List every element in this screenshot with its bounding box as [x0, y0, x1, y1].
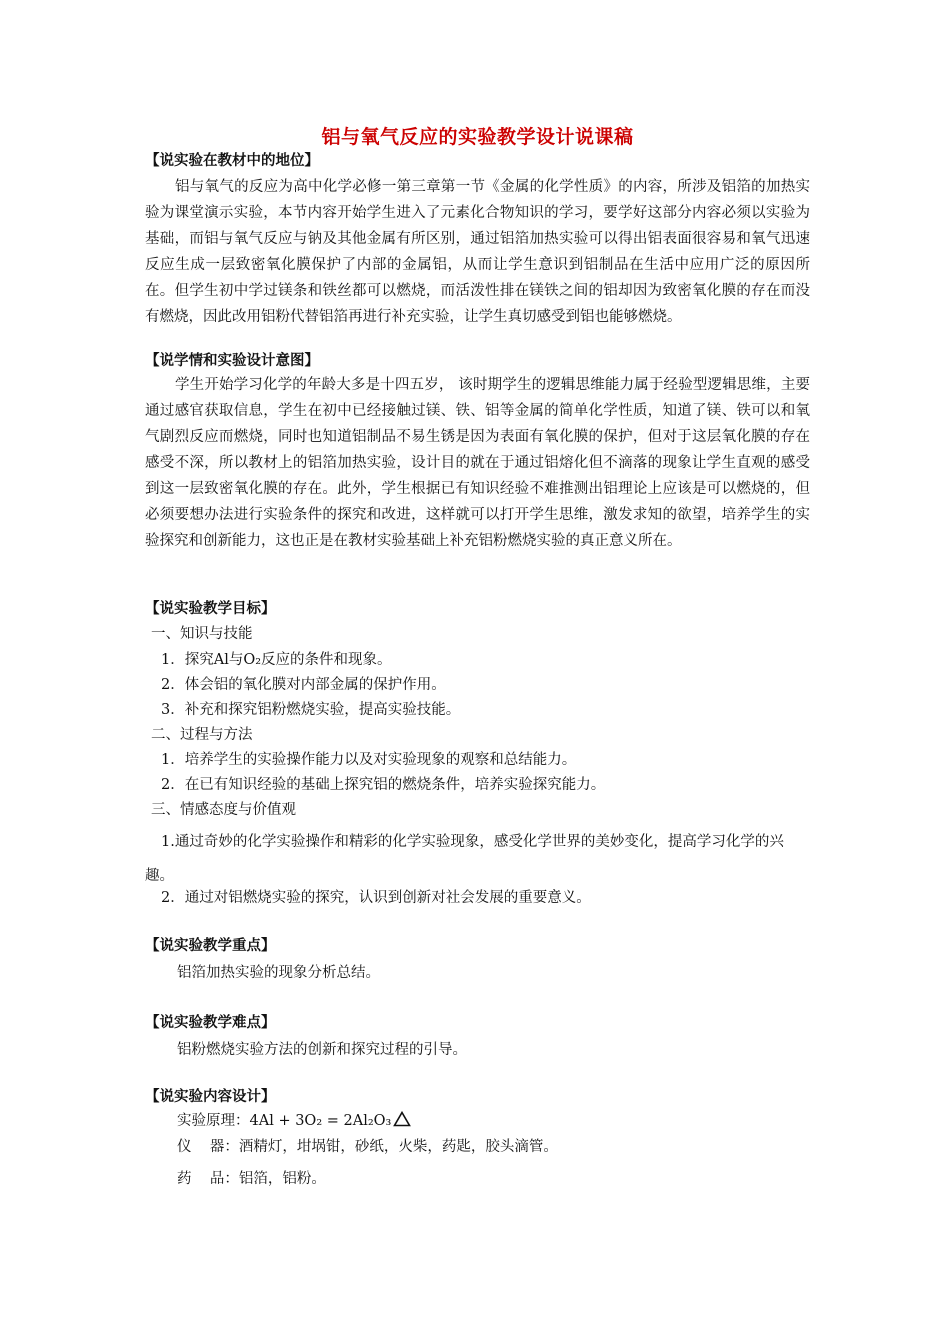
heating-triangle-icon — [393, 1111, 411, 1127]
principle-equation: 实验原理：4Al + 3O₂ = 2Al₂O₃ — [177, 1113, 392, 1129]
section-body-position: 铝与氧气的反应为高中化学必修一第三章第一节《金属的化学性质》的内容，所涉及铝箔的加热实验为课堂演示实验，本节内容开始学生进入了元素化合物知识的学习，要学好这部分内容必须以实验为基础，而铝与氧气反应与钠及其他金属有所区别，通过铝箔加热实验可以得出铝表面很容易和氧气迅速反应生成一层致密氧化膜保护了内部的金属铝，从而让学生意识到铝制品在生活中应用广泛的原因所在。但学生初中学过镁条和铁丝都可以燃烧，而活泼性排在镁铁之间的铝却因为致密氧化膜的存在而没有燃烧，因此改用铝粉代替铝箔再进行补充实验，让学生真切感受到铝也能够燃烧。 — [145, 179, 810, 325]
experiment-principle — [177, 1110, 411, 1132]
section-heading-goals: 【说实验教学目标】 — [145, 601, 276, 617]
goal-group-knowledge: 一、知识与技能 — [151, 626, 253, 642]
goal-item: 1．探究Al与O₂反应的条件和现象。 — [161, 652, 392, 668]
section-heading-learning: 【说学情和实验设计意图】 — [145, 353, 319, 369]
section-heading-difficulty: 【说实验教学难点】 — [145, 1015, 276, 1031]
goal-item: 1．培养学生的实验操作能力以及对实验现象的观察和总结能力。 — [161, 752, 577, 768]
section-body-learning: 学生开始学习化学的年龄大多是十四五岁， 该时期学生的逻辑思维能力属于经验型逻辑思维，主要通过感官获取信息，学生在初中已经接触过镁、铁、铝等金属的简单化学性质，知道了镁、铁可以和氧气剧烈反应而燃烧，同时也知道铝制品不易生锈是因为表面有氧化膜的保护，但对于这层氧化膜的存在感受不深，所以教材上的铝箔加热实验，设计目的就在于通过铝熔化但不滴落的现象让学生直观的感受到这一层致密氧化膜的存在。此外，学生根据已有知识经验不难推测出铝理论上应该是可以燃烧的，但必须要想办法进行实验条件的探究和改进，这样就可以打开学生思维，激发求知的欲望，培养学生的实验探究和创新能力，这也正是在教材实验基础上补充铝粉燃烧实验的真正意义所在。 — [145, 377, 810, 549]
section-heading-key-points: 【说实验教学重点】 — [145, 938, 276, 954]
goal-item: 1.通过奇妙的化学实验操作和精彩的化学实验现象，感受化学世界的美妙变化，提高学习化学的兴趣。 — [145, 834, 784, 884]
goal-group-values: 三、情感态度与价值观 — [151, 802, 296, 818]
goal-item: 2．体会铝的氧化膜对内部金属的保护作用。 — [161, 677, 446, 693]
goal-group-process: 二、过程与方法 — [151, 727, 253, 743]
experiment-instruments: 仪 器：酒精灯，坩埚钳，砂纸，火柴，药匙，胶头滴管。 — [177, 1139, 558, 1155]
section-body-difficulty: 铝粉燃烧实验方法的创新和探究过程的引导。 — [177, 1042, 467, 1058]
goal-item: 3．补充和探究铝粉燃烧实验，提高实验技能。 — [161, 702, 461, 718]
experiment-reagents: 药 品：铝箔，铝粉。 — [177, 1171, 326, 1187]
section-heading-position: 【说实验在教材中的地位】 — [145, 153, 319, 169]
document-title: 铝与氧气反应的实验教学设计说课稿 — [321, 126, 634, 148]
goal-item: 2．通过对铝燃烧实验的探究，认识到创新对社会发展的重要意义。 — [161, 890, 591, 906]
goal-item: 2．在已有知识经验的基础上探究铝的燃烧条件，培养实验探究能力。 — [161, 777, 606, 793]
section-body-key-points: 铝箔加热实验的现象分析总结。 — [177, 965, 380, 981]
section-heading-content: 【说实验内容设计】 — [145, 1089, 276, 1105]
